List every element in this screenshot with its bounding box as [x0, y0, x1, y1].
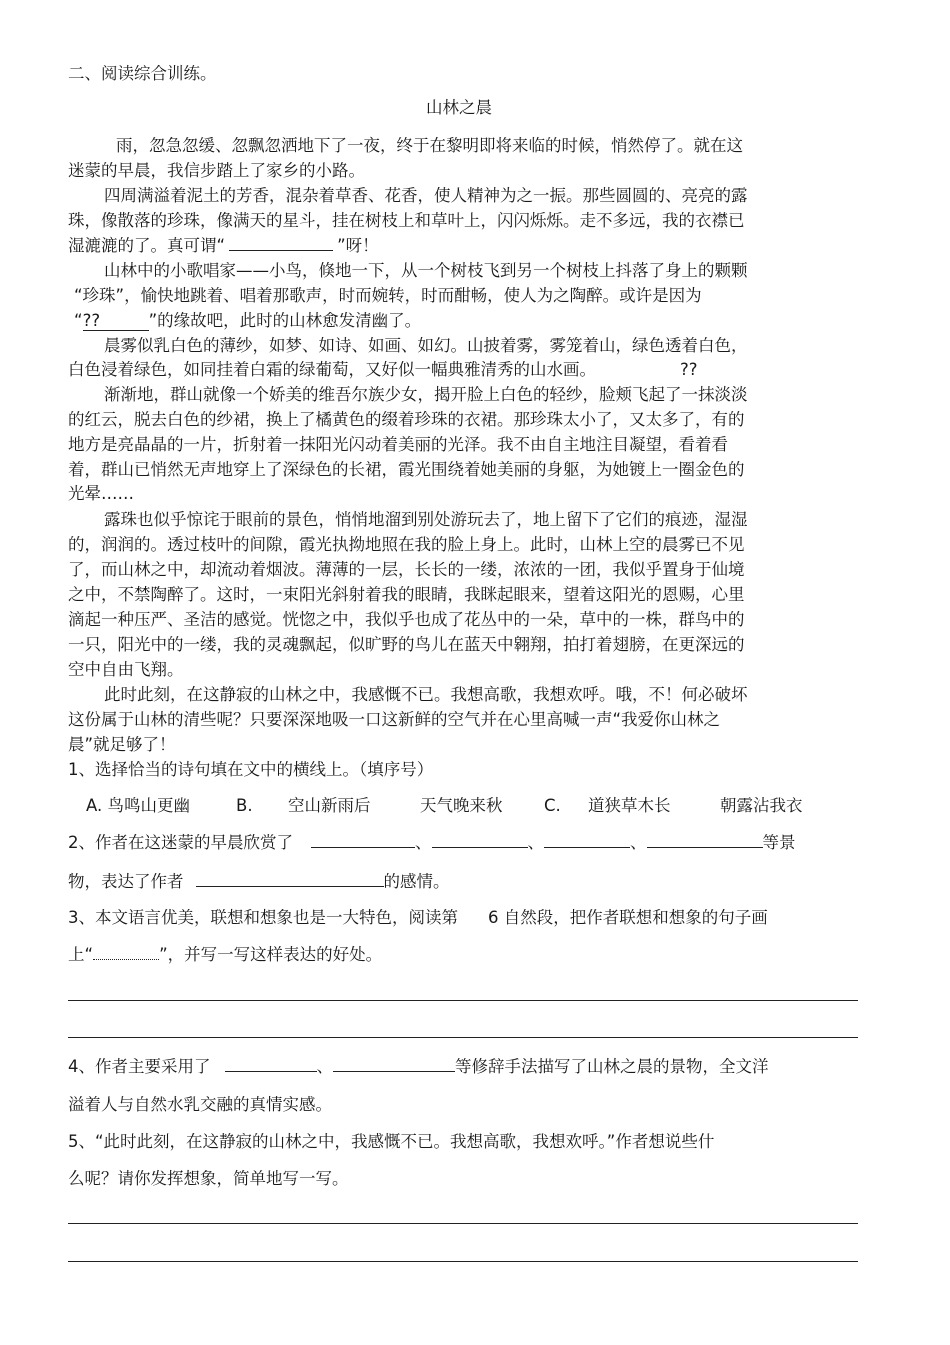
section-heading: 二、阅读综合训练。	[68, 64, 217, 83]
q2-blank-2[interactable]	[432, 831, 528, 848]
q1-prompt: 1、选择恰当的诗句填在文中的横线上。（填序号）	[68, 760, 434, 779]
q2-line-2-start: 物，表达了作者	[68, 872, 184, 891]
q2-blank-4[interactable]	[647, 831, 763, 848]
q1-option-b-line-2: 天气晚来秋	[420, 796, 503, 815]
p2-line-1: 四周满溢着泥土的芳香，混杂着草香、花香，使人精神为之一振。那些圆圆的、亮亮的露	[104, 186, 748, 205]
q3-line-2-start: 上“	[68, 945, 94, 964]
p6-line-6: 一只，阳光中的一缕，我的灵魂飘起，似旷野的鸟儿在蓝天中翱翔，拍打着翅膀，在更深远的	[68, 635, 745, 654]
q4-blank-1[interactable]	[225, 1055, 317, 1072]
p7-line-3: 晨”就足够了！	[68, 735, 176, 754]
q4-line-1-end: 等修辞手法描写了山林之晨的景物，全文洋	[455, 1057, 769, 1076]
q3-answer-line-2[interactable]	[68, 1037, 858, 1038]
q5-line-1: 5、“此时此刻，在这静寂的山林之中，我感慨不已。我想高歌，我想欢呼。”作者想说些什	[68, 1132, 715, 1151]
p2-line-3-start: 湿漉漉的了。真可谓“	[68, 236, 226, 255]
poem-blank-1[interactable]	[229, 234, 333, 251]
q1-option-c-line-2: 朝露沾我衣	[720, 796, 803, 815]
p6-line-3: 了，而山林之中，却流动着烟波。薄薄的一层，长长的一缕，浓浓的一团，我似乎置身于仙境	[68, 560, 745, 579]
p4-mark: ??	[680, 360, 698, 379]
p6-line-7: 空中自由飞翔。	[68, 660, 184, 679]
q2-separator-3: 、	[630, 833, 647, 852]
p5-line-5: 光晕……	[68, 484, 134, 503]
q1-option-c-line-1: 道狭草木长	[588, 796, 671, 815]
q2-line-1-end: 等景	[762, 833, 796, 852]
p1-line-2: 迷蒙的早晨，我信步踏上了家乡的小路。	[68, 161, 365, 180]
passage-title: 山林之晨	[426, 98, 492, 117]
q2-feeling-blank[interactable]	[196, 870, 384, 887]
p5-line-3: 地方是亮晶晶的一片，折射着一抹阳光闪动着美丽的光泽。我不由自主地注目凝望，看着看	[68, 435, 728, 454]
p4-line-1: 晨雾似乳白色的薄纱，如梦、如诗、如画、如幻。山披着雾，雾笼着山，绿色透着白色，	[104, 336, 748, 355]
p7-line-2: 这份属于山林的清些呢？只要深深地吸一口这新鲜的空气并在心里高喊一声“我爱你山林之	[68, 710, 721, 729]
q2-prompt: 2、作者在这迷蒙的早晨欣赏了	[68, 833, 293, 852]
q4-line-1-start: 4、作者主要采用了	[68, 1057, 211, 1076]
q2-blank-3[interactable]	[544, 831, 630, 848]
p2-line-3	[68, 234, 379, 258]
p6-line-4: 之中，不禁陶醉了。这时，一束阳光斜射着我的眼睛，我眯起眼来，望着这阳光的恩赐，心里	[68, 585, 745, 604]
p3-line-3-end: ”的缘故吧，此时的山林愈发清幽了。	[148, 311, 422, 330]
q5-line-2: 么呢？请你发挥想象，简单地写一写。	[68, 1169, 349, 1188]
poem-blank-2[interactable]: ??	[83, 312, 149, 331]
q4-separator: 、	[316, 1057, 333, 1076]
p5-line-2: 的红云，脱去白色的纱裙，换上了橘黄色的缀着珍珠的衣裙。那珍珠太小了，又太多了，有的	[68, 410, 745, 429]
p3-line-2: “珍珠”，愉快地跳着、唱着那歌声，时而婉转，时而酣畅，使人为之陶醉。或许是因为	[74, 286, 702, 305]
q1-option-c-label: C.	[544, 796, 561, 815]
q5-answer-line-1[interactable]	[68, 1223, 858, 1224]
p6-line-5: 滴起一种压严、圣洁的感觉。恍惚之中，我似乎也成了花丛中的一朵，草中的一株，群鸟中的	[68, 610, 745, 629]
q2-line-2-end: 的感情。	[383, 872, 450, 891]
q1-option-b-line-1: 空山新雨后	[288, 796, 371, 815]
p6-line-2: 的，润润的。透过枝叶的间隙，霞光执拗地照在我的脸上身上。此时，山林上空的晨雾已不见	[68, 535, 745, 554]
p3-line-3	[74, 309, 421, 333]
p2-line-3-end: ”呀！	[337, 236, 379, 255]
p4-line-2: 白色浸着绿色，如同挂着白霜的绿葡萄，又好似一幅典雅清秀的山水画。	[68, 360, 596, 379]
q5-answer-line-2[interactable]	[68, 1261, 858, 1262]
p3-line-1: 山林中的小歌唱家——小鸟，倏地一下，从一个树枝飞到另一个树枝上抖落了身上的颗颗	[104, 261, 748, 280]
p2-line-2: 珠，像散落的珍珠，像满天的星斗，挂在树枝上和草叶上，闪闪烁烁。走不多远，我的衣襟已	[68, 211, 745, 230]
q4-line-1	[68, 1055, 769, 1079]
p1-line-1: 雨，忽急忽缓、忽飘忽洒地下了一夜，终于在黎明即将来临的时候，悄然停了。就在这	[116, 136, 743, 155]
p5-line-1: 渐渐地，群山就像一个娇美的维吾尔族少女，揭开脸上白色的轻纱，脸颊飞起了一抹淡淡	[104, 385, 748, 404]
q2-separator-2: 、	[527, 833, 544, 852]
q3-line-1	[68, 906, 768, 930]
q3-line-1-start: 3、本文语言优美，联想和想象也是一大特色，阅读第	[68, 908, 458, 927]
q4-blank-2[interactable]	[333, 1055, 455, 1072]
q3-line-2	[68, 943, 382, 967]
p3-line-3-quote: “	[74, 311, 83, 330]
p6-line-1: 露珠也似乎惊诧于眼前的景色，悄悄地溜到别处游玩去了，地上留下了它们的痕迹，湿湿	[104, 510, 748, 529]
q2-line-2	[68, 870, 450, 894]
q4-line-2: 溢着人与自然水乳交融的真情实感。	[68, 1095, 332, 1114]
q1-option-a: A. 鸟鸣山更幽	[86, 796, 190, 815]
q3-answer-line-1[interactable]	[68, 1000, 858, 1001]
p5-line-4: 着，群山已悄然无声地穿上了深绿色的长裙，霞光围绕着她美丽的身躯，为她镀上一圈金色的	[68, 460, 745, 479]
q3-line-1-end: 6 自然段，把作者联想和想象的句子画	[488, 908, 768, 927]
q2-blank-1[interactable]	[311, 831, 415, 848]
q2-separator-1: 、	[415, 833, 432, 852]
q2-line-1	[68, 831, 796, 855]
p7-line-1: 此时此刻，在这静寂的山林之中，我感慨不已。我想高歌，我想欢呼。哦，不！何必破坏	[104, 685, 748, 704]
q3-mark-sample	[93, 947, 159, 960]
q1-option-b-label: B.	[236, 796, 253, 815]
q3-line-2-end: ”，并写一写这样表达的好处。	[159, 945, 383, 964]
